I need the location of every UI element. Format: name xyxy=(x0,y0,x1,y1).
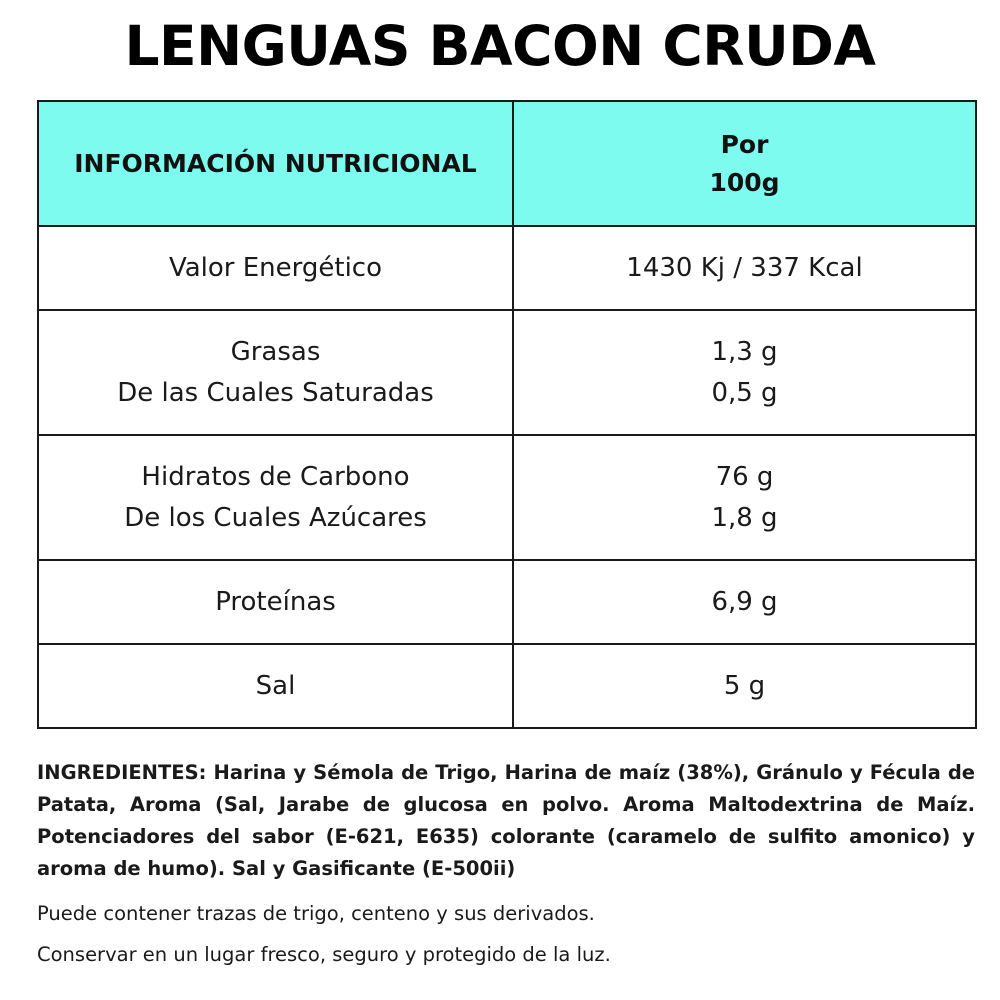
nutrient-value-cell xyxy=(513,226,976,310)
nutrient-name: Sal xyxy=(255,670,296,701)
table-row-energy xyxy=(38,226,976,310)
nutrient-name-cell xyxy=(38,435,513,560)
nutrient-value-cell xyxy=(513,560,976,644)
nutrition-info-heading xyxy=(38,101,513,226)
nutrient-name-cell xyxy=(38,226,513,310)
nutrition-info-label: INFORMACIÓN NUTRICIONAL xyxy=(74,148,477,178)
nutrient-name: Proteínas xyxy=(215,586,336,617)
nutrient-value-cell xyxy=(513,644,976,728)
amount-label: 100g xyxy=(709,167,780,197)
nutrient-value: 76 g xyxy=(715,461,774,492)
nutrient-subname: De los Cuales Azúcares xyxy=(124,502,427,533)
per-100g-heading xyxy=(513,101,976,226)
nutrient-value: 1,3 g xyxy=(711,336,778,367)
table-row-fats xyxy=(38,310,976,435)
ingredients-text: INGREDIENTES: Harina y Sémola de Trigo, Harina de maíz (38%), Gránulo y Fécula de Patata, Aroma (Sal, Jarabe de glucosa en polvo. Aroma Maltodextrina de Maíz. Potenciadores del sabor (E-621, E635) colorante (caramelo de sulfito amonico) y aroma de humo). Sal y Gasificante (E-500ii) xyxy=(37,761,975,880)
nutrient-value-cell xyxy=(513,435,976,560)
table-row-salt xyxy=(38,644,976,728)
storage-note: Conservar en un lugar fresco, seguro y protegido de la luz. xyxy=(37,943,611,966)
nutrient-value: 5 g xyxy=(723,670,766,701)
allergen-note: Puede contener trazas de trigo, centeno y sus derivados. xyxy=(37,902,595,925)
nutrient-name: Hidratos de Carbono xyxy=(141,461,410,492)
table-row-carbohydrates xyxy=(38,435,976,560)
nutrient-name: Valor Energético xyxy=(168,252,383,283)
nutrient-value: 6,9 g xyxy=(711,586,778,617)
nutrient-name: Grasas xyxy=(230,336,321,367)
nutrient-name-cell xyxy=(38,310,513,435)
table-row-proteins xyxy=(38,560,976,644)
nutrition-table xyxy=(37,100,977,729)
nutrient-subvalue: 1,8 g xyxy=(711,502,778,533)
nutrient-name-cell xyxy=(38,644,513,728)
nutrient-name-cell xyxy=(38,560,513,644)
per-label: Por xyxy=(720,129,769,159)
product-title: LENGUAS BACON CRUDA xyxy=(124,14,876,78)
nutrient-subname: De las Cuales Saturadas xyxy=(117,377,434,408)
nutrient-value-cell xyxy=(513,310,976,435)
nutrient-subvalue: 0,5 g xyxy=(711,377,778,408)
nutrient-value: 1430 Kj / 337 Kcal xyxy=(626,252,863,283)
table-header-row xyxy=(38,101,976,226)
